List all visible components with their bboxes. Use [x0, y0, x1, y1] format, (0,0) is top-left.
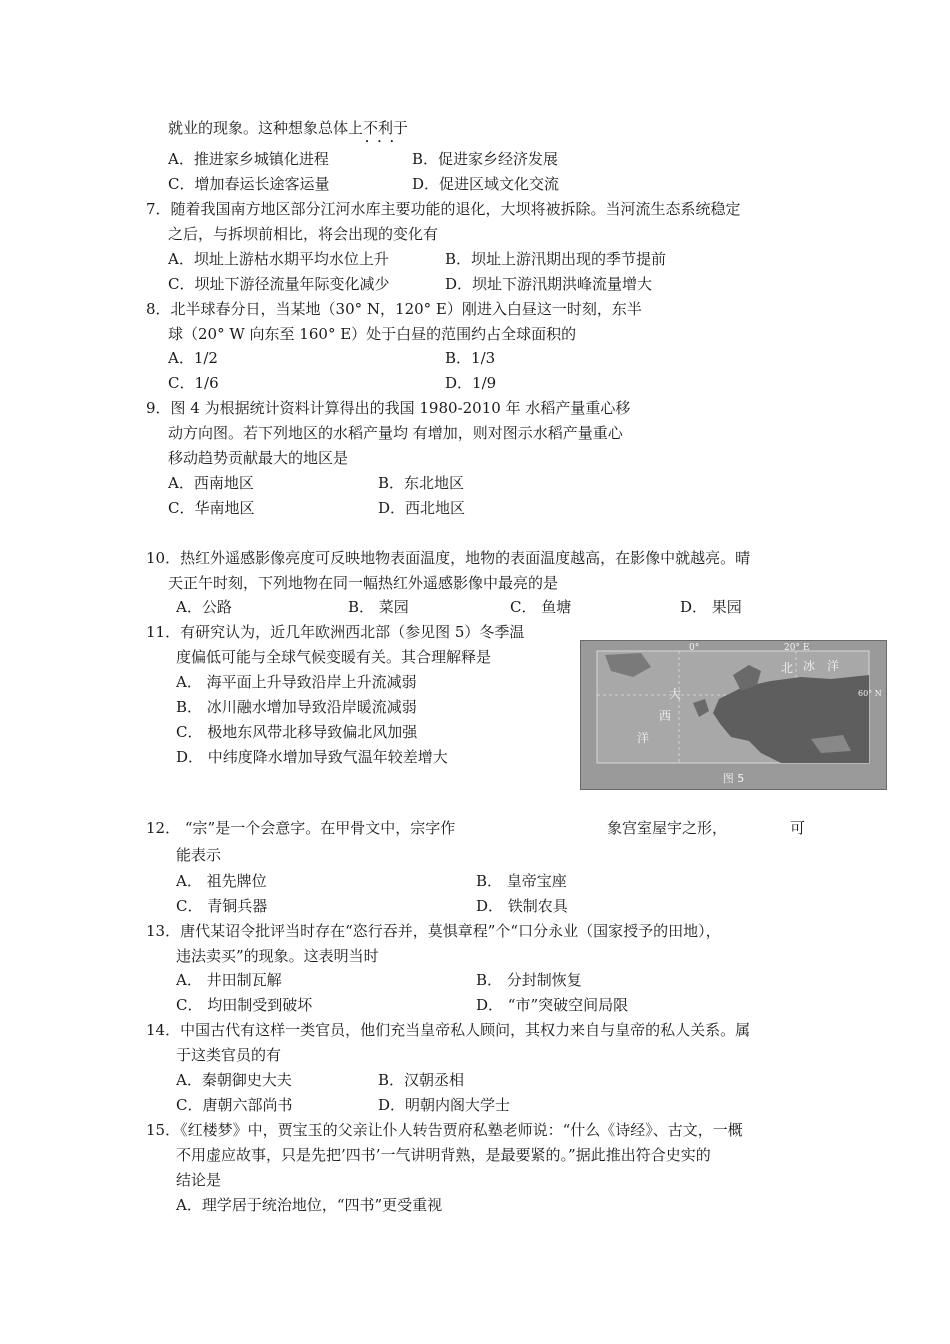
q7-option-c: C．坝址下游径流量年际变化减少: [168, 275, 390, 293]
map-label-atlantic-2: 西: [659, 709, 672, 723]
map-lon-label-0: 0°: [689, 643, 700, 653]
q7-option-b: B．坝址上游汛期出现的季节提前: [445, 250, 667, 268]
map-label-arctic-3: 洋: [827, 659, 840, 673]
q9-option-b: B．东北地区: [378, 474, 465, 492]
q13-option-d: D． “市”突破空间局限: [476, 996, 629, 1014]
q6-option-d: D．促进区域文化交流: [412, 175, 560, 193]
q11-option-b: B． 冰川融水增加导致沿岸暖流减弱: [176, 698, 417, 716]
q8-option-d: D．1/9: [445, 374, 497, 392]
q12-option-b: B． 皇帝宝座: [476, 872, 567, 890]
q15-stem-line3: 结论是: [176, 1171, 222, 1189]
q12-stem-line1a: 12． “宗”是一个会意字。在甲骨文中，宗字作: [146, 819, 456, 837]
q12-stem-line1b: 象宫室屋宇之形，: [607, 819, 728, 837]
map-lat-label: 60° N: [858, 689, 882, 698]
q12-option-c: C． 青铜兵器: [176, 897, 268, 915]
map-drawing: [581, 641, 886, 789]
q9-stem-line3: 移动趋势贡献最大的地区是: [168, 449, 349, 467]
q7-option-d: D．坝址下游汛期洪峰流量增大: [445, 275, 653, 293]
q9-stem-line1: 9．图 4 为根据统计资料计算得出的我国 1980-2010 年 水稻产量重心移: [146, 399, 631, 417]
q11-option-d: D． 中纬度降水增加导致气温年较差增大: [176, 748, 448, 766]
q12-option-a: A． 祖先牌位: [176, 872, 267, 890]
q9-option-c: C．华南地区: [168, 499, 255, 517]
q14-stem-line2: 于这类官员的有: [176, 1046, 282, 1064]
q6-emphasis: 不利于 • • •: [363, 119, 408, 137]
q8-stem-line2: 球（20° W 向东至 160° E）处于白昼的范围约占全球面积的: [168, 325, 577, 343]
q10-stem-line1: 10．热红外遥感影像亮度可反映地物表面温度，地物的表面温度越高，在影像中就越亮。晴: [146, 549, 751, 567]
q12-option-d: D． 铁制农具: [476, 897, 568, 915]
q15-stem-line1: 15．《红楼梦》中，贾宝玉的父亲让仆人转告贾府私塾老师说：“什么《诗经》、古文，一概: [146, 1121, 743, 1139]
q7-stem-line2: 之后，与拆坝前相比，将会出现的变化有: [168, 225, 439, 243]
q6-option-a: A．推进家乡城镇化进程: [168, 150, 329, 168]
q10-option-b: B． 菜园: [348, 598, 409, 616]
map-label-arctic-2: 冰: [803, 659, 816, 673]
q6-option-c: C．增加春运长途客运量: [168, 175, 330, 193]
q15-stem-line2: 不用虚应故事，只是先把’四书’一气讲明背熟，是最要紧的。”据此推出符合史实的: [176, 1146, 711, 1164]
q10-option-a: A．公路: [176, 598, 232, 616]
q13-stem-line2: 违法卖买”的现象。这表明当时: [176, 947, 379, 965]
q13-option-b: B． 分封制恢复: [476, 971, 582, 989]
q15-option-a: A．理学居于统治地位，“四书”更受重视: [176, 1196, 443, 1214]
q9-stem-line2: 动方向图。若下列地区的水稻产量均 有增加，则对图示水稻产量重心: [168, 424, 623, 442]
q6-option-b: B．促进家乡经济发展: [412, 150, 559, 168]
q8-option-b: B．1/3: [445, 349, 496, 367]
q14-option-c: C．唐朝六部尚书: [176, 1096, 293, 1114]
q11-stem-line1: 11．有研究认为，近几年欧洲西北部（参见图 5）冬季温: [146, 623, 525, 641]
figure-5-map: [580, 640, 887, 790]
q10-stem-line2: 天正午时刻，下列地物在同一幅热红外遥感影像中最亮的是: [168, 574, 559, 592]
q14-option-d: D．明朝内阁大学士: [378, 1096, 511, 1114]
q10-option-d: D． 果园: [680, 598, 742, 616]
q8-stem-line1: 8．北半球春分日，当某地（30° N，120° E）刚进入白昼这一时刻，东半: [146, 300, 642, 318]
q9-option-d: D．西北地区: [378, 499, 466, 517]
q12-stem-line1c: 可: [790, 819, 806, 837]
map-label-arctic-1: 北: [781, 661, 794, 675]
q8-option-a: A．1/2: [168, 349, 218, 367]
q13-option-a: A． 井田制瓦解: [176, 971, 282, 989]
q7-stem-line1: 7．随着我国南方地区部分江河水库主要功能的退化，大坝将被拆除。当河流生态系统稳定: [146, 200, 741, 218]
q6-continuation: 就业的现象。这种想象总体上不利于 • • •: [168, 118, 408, 138]
map-caption: 图 5: [722, 772, 745, 785]
q11-option-c: C． 极地东风带北移导致偏北风加强: [176, 723, 418, 741]
q13-stem-line1: 13．唐代某诏令批评当时存在“恣行吞并，莫惧章程”个“口分永业（国家授予的田地），: [146, 922, 721, 940]
q9-option-a: A．西南地区: [168, 474, 254, 492]
map-label-atlantic-1: 大: [669, 687, 682, 701]
q8-option-c: C．1/6: [168, 374, 219, 392]
q7-option-a: A．坝址上游枯水期平均水位上升: [168, 250, 389, 268]
q14-stem-line1: 14．中国古代有这样一类官员，他们充当皇帝私人顾问，其权力来自与皇帝的私人关系。属: [146, 1021, 751, 1039]
q14-option-a: A．秦朝御史大夫: [176, 1071, 292, 1089]
q11-stem-line2: 度偏低可能与全球气候变暖有关。其合理解释是: [176, 648, 492, 666]
q14-option-b: B．汉朝丞相: [378, 1071, 465, 1089]
q11-option-a: A． 海平面上升导致沿岸上升流减弱: [176, 673, 417, 691]
q13-option-c: C． 均田制受到破坏: [176, 996, 313, 1014]
map-lon-label-20e: 20° E: [784, 643, 810, 653]
q10-option-c: C． 鱼塘: [510, 598, 572, 616]
map-label-atlantic-3: 洋: [637, 731, 650, 745]
q12-stem-line2: 能表示: [176, 846, 222, 864]
